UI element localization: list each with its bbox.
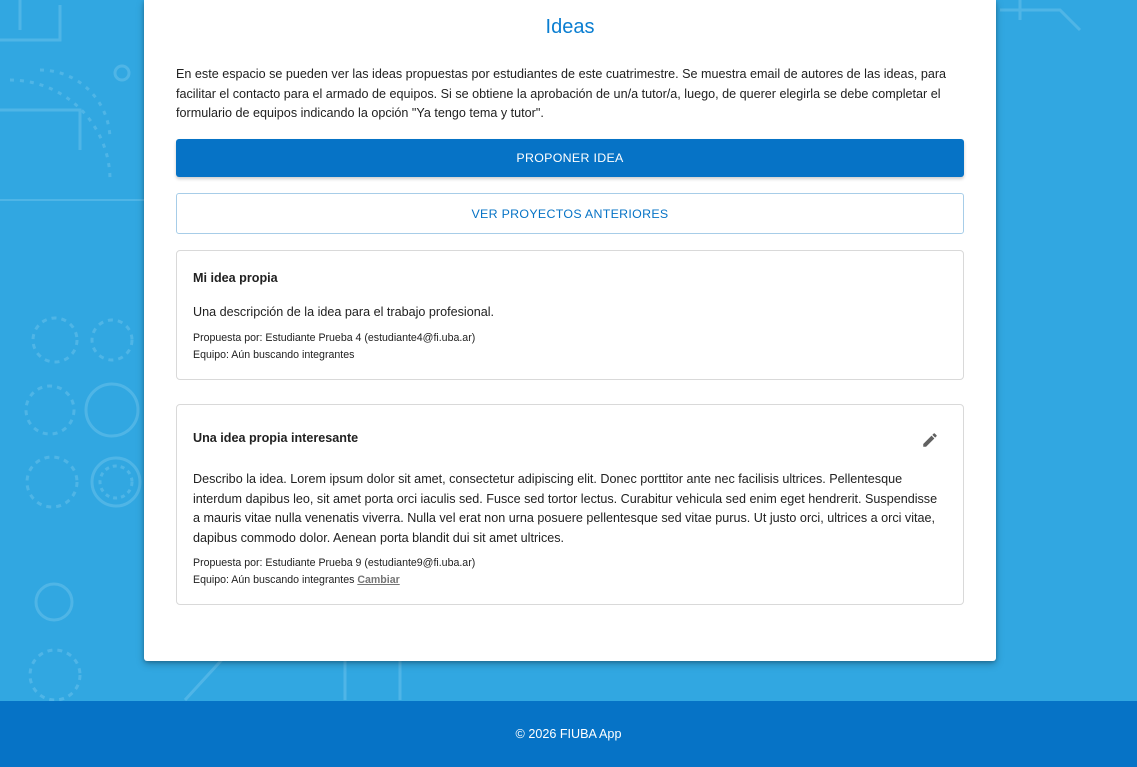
edit-idea-button[interactable] bbox=[919, 429, 941, 451]
view-previous-projects-button[interactable]: VER PROYECTOS ANTERIORES bbox=[176, 193, 964, 234]
idea-title: Mi idea propia bbox=[193, 271, 278, 285]
idea-author: Propuesta por: Estudiante Prueba 9 (estudiante9@fi.uba.ar) bbox=[193, 557, 476, 569]
change-team-link[interactable]: Cambiar bbox=[357, 574, 400, 586]
idea-team-text: Equipo: Aún buscando integrantes bbox=[193, 574, 358, 586]
idea-description: Describo la idea. Lorem ipsum dolor sit amet, consectetur adipiscing elit. Donec porttitor ante nec facilisis ultrices. Pellentesque interdum dapibus leo, sit amet porta orci iaculis sed. Fusce sed tortor lectus. Curabitur vehicula sed enim eget hendrerit. Suspendisse a mauris vitae nulla venenatis viverra. Nulla vel erat non urna posuere pellentesque sed vitae purus. Ut justo orci, ultrices a orci vitae, dapibus commodo dolor. Aenean porta blandit dui sit amet ultrices. bbox=[193, 472, 938, 545]
idea-description: Una descripción de la idea para el trabajo profesional. bbox=[193, 305, 495, 319]
idea-team-status: Equipo: Aún buscando integrantes bbox=[193, 349, 355, 361]
page-title: Ideas bbox=[545, 16, 595, 38]
pencil-icon bbox=[921, 431, 939, 449]
footer-copyright: © 2026 FIUBA App bbox=[515, 727, 622, 741]
idea-author: Propuesta por: Estudiante Prueba 4 (estudiante4@fi.uba.ar) bbox=[193, 332, 476, 344]
idea-meta bbox=[193, 555, 475, 589]
idea-title: Una idea propia interesante bbox=[193, 431, 359, 445]
ideas-card bbox=[144, 0, 996, 661]
footer bbox=[0, 701, 1137, 767]
intro-text: En este espacio se pueden ver las ideas propuestas por estudiantes de este cuatrimestre. Se muestra email de autores de las ideas, para facilitar el contacto para el armado de equipos. Si se obtiene la aprobación de un/a tutor/a, luego, de querer elegirla se debe completar el formulario de equipos indicando la opción "Ya tengo tema y tutor". bbox=[176, 67, 947, 120]
idea-card bbox=[176, 404, 964, 605]
idea-team-status bbox=[193, 572, 475, 589]
idea-meta bbox=[193, 330, 475, 364]
idea-card bbox=[176, 250, 964, 380]
propose-idea-button[interactable]: PROPONER IDEA bbox=[176, 139, 964, 177]
